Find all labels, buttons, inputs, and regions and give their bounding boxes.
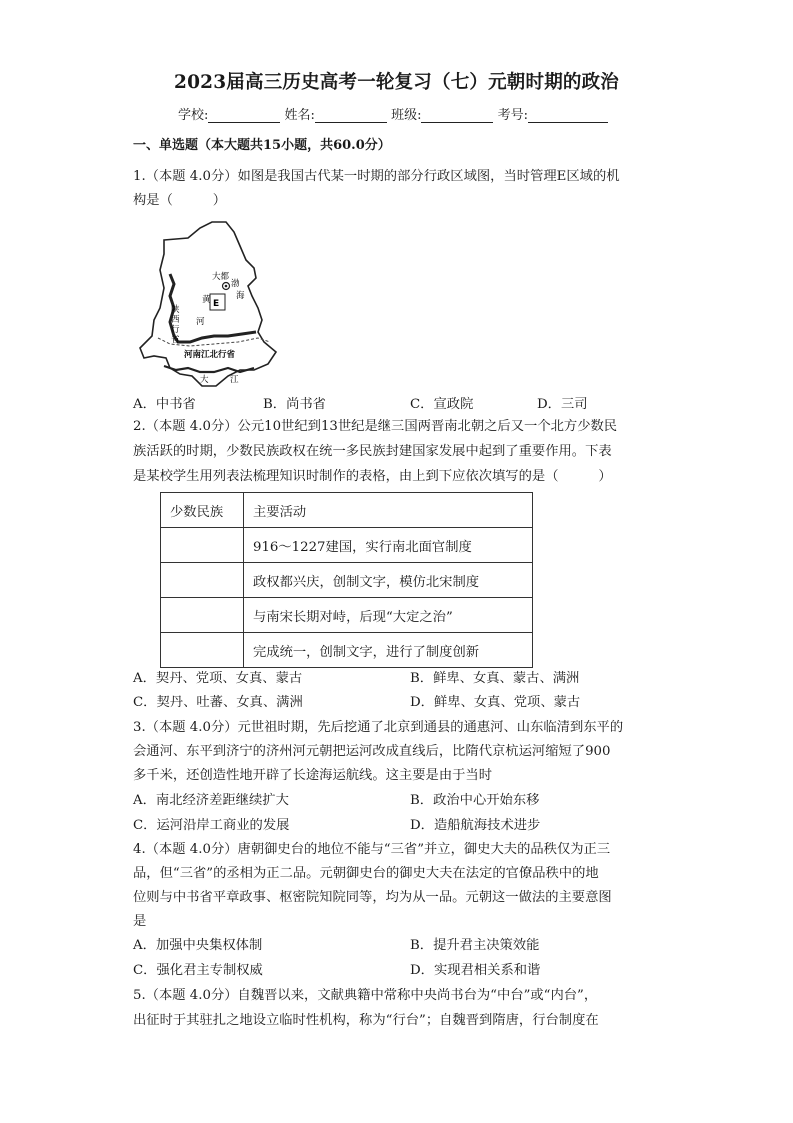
q2-option-a[interactable]: A．契丹、党项、女真、蒙古 xyxy=(133,671,303,686)
table-row xyxy=(161,528,533,563)
number-blank xyxy=(528,122,608,123)
table-header-cell: 主要活动 xyxy=(244,493,533,528)
q4-line-4: 是 xyxy=(133,914,147,929)
table-row xyxy=(161,598,533,633)
q1-option-a[interactable]: A．中书省 xyxy=(133,397,196,412)
dadu-label: 大都 xyxy=(212,272,230,282)
q3-line-2: 会通河、东平到济宁的济州河元朝把运河改成直线后，比隋代京杭运河缩短了900 xyxy=(133,744,611,759)
shaanxi-label-3: 行 xyxy=(171,325,180,335)
administrative-map xyxy=(130,218,285,390)
school-blank xyxy=(208,122,280,123)
table-cell: 完成统一，创制文字，进行了制度创新 xyxy=(244,633,533,668)
class-blank xyxy=(421,122,493,123)
da-label: 大 xyxy=(200,375,209,385)
class-label: 班级: xyxy=(391,108,422,123)
shaanxi-label-2: 西 xyxy=(171,315,180,325)
huang-label: 黄 xyxy=(202,295,211,305)
bohai-label-2: 海 xyxy=(236,291,245,301)
table-row xyxy=(161,563,533,598)
table-header-cell: 少数民族 xyxy=(161,493,244,528)
q3-line-1: 3.（本题 4.0分）元世祖时期，先后挖通了北京到通县的通惠河、山东临清到东平的 xyxy=(133,720,624,735)
section-heading: 一、单选题（本大题共15小题，共60.0分） xyxy=(133,138,391,153)
q2-line-3: 是某校学生用列表法梳理知识时制作的表格，由上到下应依次填写的是（ ） xyxy=(133,469,612,484)
yangtze-river xyxy=(164,366,254,372)
q2-line-2: 族活跃的时期，少数民族政权在统一多民族封建国家发展中起到了重要作用。下表 xyxy=(133,444,612,459)
q3-option-d[interactable]: D．造船航海技术进步 xyxy=(410,818,541,833)
q2-option-c[interactable]: C．契丹、吐蕃、女真、满洲 xyxy=(133,695,303,710)
table-cell: 916～1227建国，实行南北面官制度 xyxy=(244,528,533,563)
table-cell: 与南宋长期对峙，后现“大定之治” xyxy=(244,598,533,633)
q1-line-2: 构是（ ） xyxy=(133,193,227,208)
table-header-row xyxy=(161,493,533,528)
page-title: 2023届高三历史高考一轮复习（七）元朝时期的政治 xyxy=(174,72,619,93)
table-cell-blank xyxy=(161,598,244,633)
q3-option-a[interactable]: A．南北经济差距继续扩大 xyxy=(133,793,289,808)
dadu-dot xyxy=(225,285,228,288)
q5-line-2: 出征时于其驻扎之地设立临时性机构，称为“行台”；自魏晋到隋唐，行台制度在 xyxy=(133,1013,599,1028)
q4-option-c[interactable]: C．强化君主专制权威 xyxy=(133,963,263,978)
q3-option-b[interactable]: B．政治中心开始东移 xyxy=(410,793,540,808)
q4-line-3: 位则与中书省平章政事、枢密院知院同等，均为从一品。元朝这一做法的主要意图 xyxy=(133,890,612,905)
table-cell-blank xyxy=(161,633,244,668)
q4-option-d[interactable]: D．实现君相关系和谐 xyxy=(410,963,541,978)
jiang-label: 江 xyxy=(230,375,239,385)
bohai-label-1: 渤 xyxy=(231,279,240,289)
table-row xyxy=(161,633,533,668)
school-label: 学校: xyxy=(178,108,209,123)
henan-label: 河南江北行省 xyxy=(184,350,236,360)
q4-line-2: 品，但“三省”的丞相为正二品。元朝御史台的御史大夫在法定的官僚品秩中的地 xyxy=(133,866,599,881)
q1-option-c[interactable]: C．宣政院 xyxy=(410,397,474,412)
q2-option-d[interactable]: D．鲜卑、女真、党项、蒙古 xyxy=(410,695,581,710)
q1-option-b[interactable]: B．尚书省 xyxy=(263,397,326,412)
q2-table xyxy=(160,492,533,668)
number-label: 考号: xyxy=(497,108,528,123)
q2-option-b[interactable]: B．鲜卑、女真、蒙古、满洲 xyxy=(410,671,580,686)
q4-option-a[interactable]: A．加强中央集权体制 xyxy=(133,938,263,953)
q4-line-1: 4.（本题 4.0分）唐朝御史台的地位不能与“三省”并立，御史大夫的品秩仅为正三 xyxy=(133,842,611,857)
q5-line-1: 5.（本题 4.0分）自魏晋以来，文献典籍中常称中央尚书台为“中台”或“内台”， xyxy=(133,988,598,1003)
student-info-row xyxy=(178,104,608,123)
q4-option-b[interactable]: B．提升君主决策效能 xyxy=(410,938,540,953)
q2-line-1: 2.（本题 4.0分）公元10世纪到13世纪是继三国两晋南北朝之后又一个北方少数民 xyxy=(133,419,618,434)
shaanxi-label-1: 陕 xyxy=(171,305,180,315)
table-cell-blank xyxy=(161,563,244,598)
he-label: 河 xyxy=(196,317,205,327)
q1-line-1: 1.（本题 4.0分）如图是我国古代某一时期的部分行政区域图，当时管理E区域的机 xyxy=(133,169,620,184)
name-blank xyxy=(315,122,387,123)
table-cell: 政权都兴庆，创制文字，模仿北宋制度 xyxy=(244,563,533,598)
shaanxi-label-4: 省 xyxy=(171,335,180,345)
region-e-label: E xyxy=(213,299,220,309)
q3-line-3: 多千米，还创造性地开辟了长途海运航线。这主要是由于当时 xyxy=(133,768,493,783)
q1-option-d[interactable]: D．三司 xyxy=(537,397,588,412)
q3-option-c[interactable]: C．运河沿岸工商业的发展 xyxy=(133,818,290,833)
table-cell-blank xyxy=(161,528,244,563)
name-label: 姓名: xyxy=(284,108,315,123)
